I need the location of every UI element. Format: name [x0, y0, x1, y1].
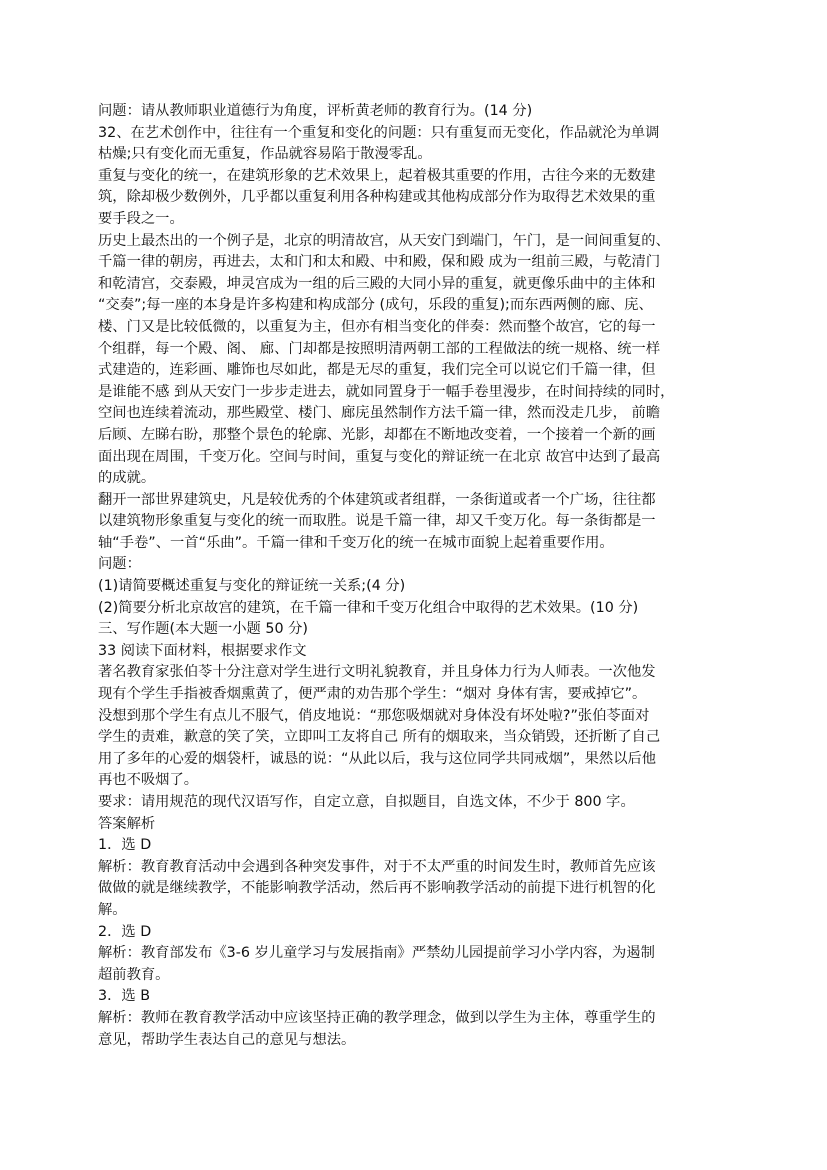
text-line: 要求：请用规范的现代汉语写作，自定立意，自拟题目，自选文体，不少于 800 字。 — [98, 794, 635, 810]
text-line: 的成就。 — [98, 470, 156, 487]
text-line: 解。 — [98, 901, 127, 918]
text-line: 翻开一部世界建筑史，凡是较优秀的个体建筑或者组群，一条街道或者一个广场，往往都 — [98, 491, 656, 508]
text-line: 解析：教师在教育教学活动中应该坚持正确的教学理念，做到以学生为主体，尊重学生的 — [98, 1009, 656, 1026]
text-line: 3．选 B — [98, 988, 151, 1005]
text-line: 答案解析 — [98, 815, 156, 832]
text-line: 解析：教育教育活动中会遇到各种突发事件，对于不太严重的时间发生时，教师首先应该 — [98, 858, 656, 875]
text-line: 再也不吸烟了。 — [98, 772, 199, 789]
text-line: (2)简要分析北京故宫的建筑，在千篇一律和千变万化组合中取得的艺术效果。(10 分) — [98, 599, 639, 616]
text-line: 意见，帮助学生表达自己的意见与想法。 — [98, 1031, 356, 1048]
text-line: 现有个学生手指被香烟熏黄了，便严肃的劝告那个学生：“烟对 身体有害，要戒掉它”。 — [98, 686, 647, 703]
text-line: 式建造的，连彩画、雕饰也尽如此，都是无尽的重复，我们完全可以说它们千篇一律，但 — [98, 362, 656, 379]
text-line: 问题：请从教师职业道德行为角度，评析黄老师的教育行为。(14 分) — [98, 103, 533, 119]
text-line: 三、写作题(本大题一小题 50 分) — [98, 621, 308, 638]
text-line: 2．选 D — [98, 923, 152, 940]
text-line: 后顾、左睇右盼，那整个景色的轮廓、光影，却都在不断地改变着，一个接着一个新的画 — [98, 426, 656, 443]
text-line: 问题： — [98, 556, 141, 573]
text-line: “交奏”;每一座的本身是许多构建和构成部分 (成句，乐段的重复);而东西两侧的廊、庑、 — [98, 297, 653, 314]
text-line: (1)请简要概述重复与变化的辩证统一关系;(4 分) — [98, 578, 406, 595]
text-line: 楼、门又是比较低微的，以重复为主，但亦有相当变化的伴奏：然而整个故宫，它的每一 — [98, 318, 656, 335]
text-line: 33 阅读下面材料，根据要求作文 — [98, 642, 307, 659]
text-line: 用了多年的心爱的烟袋杆，诚恳的说：“从此以后，我与这位同学共同戒烟”，果然以后他 — [98, 750, 657, 767]
text-line: 以建筑物形象重复与变化的统一而取胜。说是千篇一律，却又千变万化。每一条街都是一 — [98, 513, 656, 530]
text-line: 筑，除却极少数例外，几乎都以重复利用各种构建或其他构成部分作为取得艺术效果的重 — [98, 189, 656, 206]
text-line: 千篇一律的朝房，再进去，太和门和太和殿、中和殿，保和殿 成为一组前三殿，与乾清门 — [98, 254, 661, 271]
text-line: 著名教育家张伯苓十分注意对学生进行文明礼貌教育，并且身体力行为人师表。一次他发 — [98, 664, 656, 681]
text-line: 枯燥;只有变化而无重复，作品就容易陷于散漫零乱。 — [98, 146, 432, 163]
text-line: 32、在艺术创作中，往往有一个重复和变化的问题：只有重复而无变化，作品就沦为单调 — [98, 124, 660, 141]
text-line: 学生的责难，歉意的笑了笑，立即叫工友将自己 所有的烟取来，当众销毁，还折断了自己 — [98, 729, 661, 746]
text-line: 轴“手卷”、一首“乐曲”。千篇一律和千变万化的统一在城市面貌上起着重要作用。 — [98, 534, 614, 551]
text-line: 重复与变化的统一，在建筑形象的艺术效果上，起着极其重要的作用，古往今来的无数建 — [98, 167, 656, 184]
text-line: 做做的就是继续教学，不能影响教学活动，然后再不影响教学活动的前提下进行机智的化 — [98, 880, 656, 897]
text-line: 要手段之一。 — [98, 210, 184, 227]
text-line: 超前教育。 — [98, 966, 170, 983]
text-line: 是谁能不感 到从天安门一步步走进去，就如同置身于一幅手卷里漫步，在时间持续的同时， — [98, 383, 675, 400]
document-body — [98, 101, 738, 1051]
text-line: 空间也连续着流动，那些殿堂、楼门、廊庑虽然制作方法千篇一律，然而没走几步， 前瞻 — [98, 405, 661, 422]
text-line: 没想到那个学生有点儿不服气，俏皮地说：“那您吸烟就对身体没有坏处啦?”张伯苓面对 — [98, 707, 650, 724]
text-line: 个组群，每一个殿、阁、 廊、门却都是按照明清两朝工部的工程做法的统一规格、统一样 — [98, 340, 661, 357]
text-line: 历史上最杰出的一个例子是，北京的明清故宫，从天安门到端门，午门，是一间间重复的、 — [98, 232, 670, 249]
text-line: 1．选 D — [98, 837, 152, 854]
text-line: 解析：教育部发布《3-6 岁儿童学习与发展指南》严禁幼儿园提前学习小学内容，为遏制 — [98, 945, 655, 962]
text-line: 和乾清宫，交泰殿，坤灵宫成为一组的后三殿的大同小异的重复，就更像乐曲中的主体和 — [98, 275, 656, 292]
text-line: 面出现在周围，千变万化。空间与时间，重复与变化的辩证统一在北京 故宫中达到了最高 — [98, 448, 661, 465]
